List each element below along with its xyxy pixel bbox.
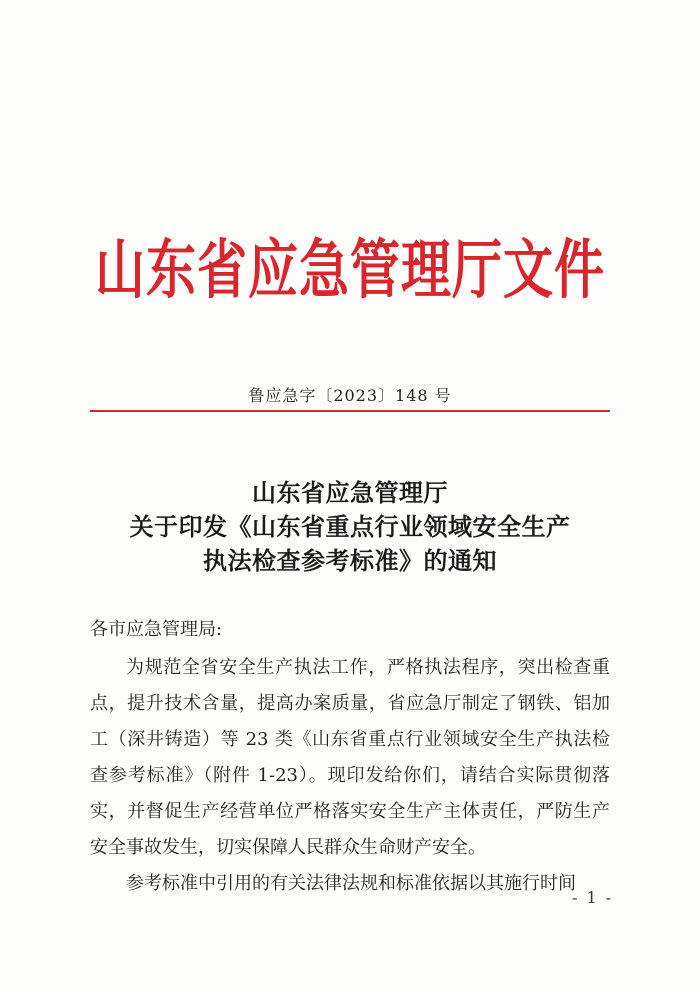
body-paragraph-1: 为规范全省安全生产执法工作，严格执法程序，突出检查重点，提升技术含量，提高办案质量，省应急厅制定了钢铁、铝加工（深井铸造）等 23 类《山东省重点行业领域安全生产执法检查参考标准》（附件 1-23）。现印发给你们，请结合实际贯彻落实，并督促生产经营单位严格落实安全生产主体责任，严防生产安全事故发生，切实保障人民群众生命财产安全。 [90, 657, 610, 858]
document-body [90, 612, 610, 902]
title-line-3: 执法检查参考标准》的通知 [203, 546, 497, 575]
document-masthead: 山东省应急管理厅文件 [95, 232, 605, 308]
notice-title [90, 476, 610, 578]
title-line-1: 山东省应急管理厅 [252, 478, 448, 507]
page-number: - 1 - [572, 888, 614, 907]
salutation: 各市应急管理局: [90, 619, 223, 640]
title-line-2: 关于印发《山东省重点行业领域安全生产 [129, 512, 571, 541]
red-divider-line [90, 410, 610, 412]
document-number: 鲁应急字〔2023〕148 号 [248, 386, 452, 405]
body-paragraph-2: 参考标准中引用的有关法律法规和标准依据以其施行时间 [126, 873, 576, 894]
